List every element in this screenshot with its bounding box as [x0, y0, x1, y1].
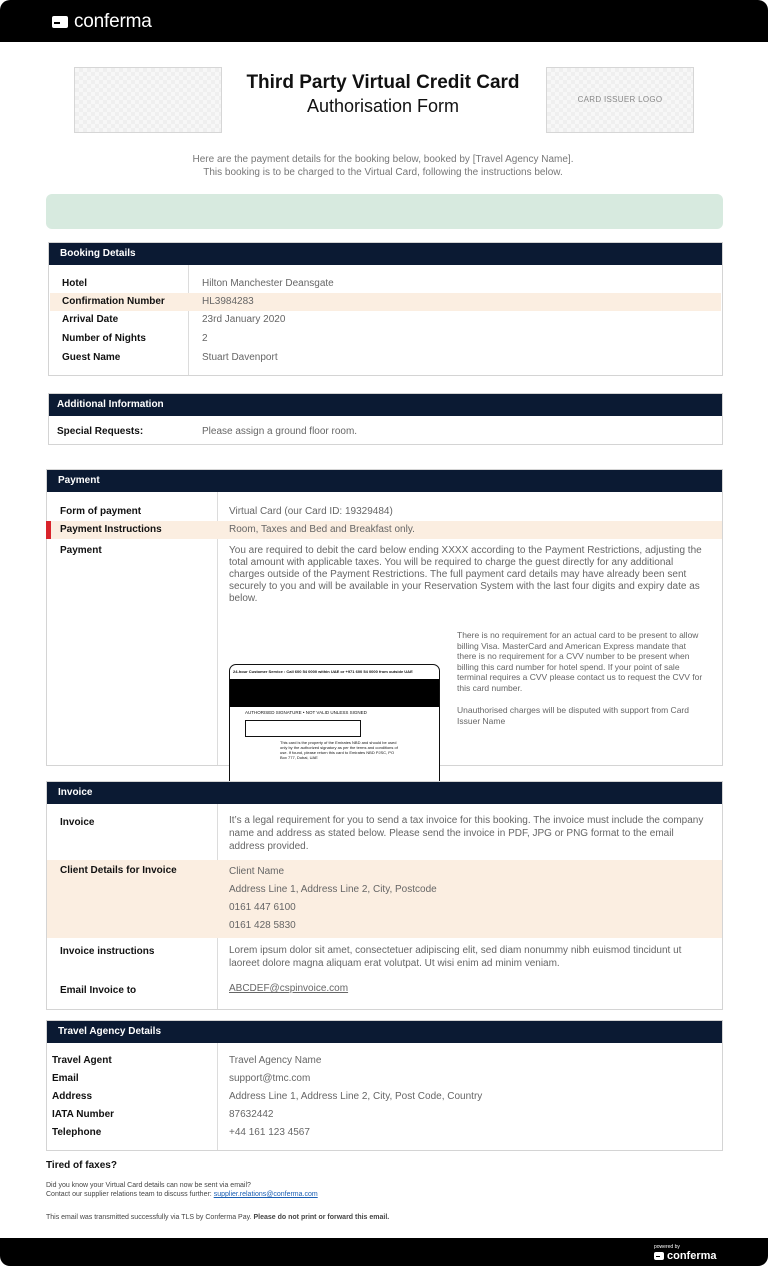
nights-label: Number of Nights: [62, 333, 146, 344]
iata-label: IATA Number: [52, 1109, 115, 1120]
agency-row-iata: [47, 1106, 722, 1124]
powered-by-logo-text: conferma: [667, 1250, 717, 1262]
page-title: Third Party Virtual Credit Card: [246, 72, 520, 93]
client-name: Client Name: [229, 866, 285, 877]
intro-line-1: Here are the payment details for the booking below, booked by [Travel Agency Name].: [192, 154, 574, 165]
booking-row-arrival: [49, 311, 722, 329]
agency-row-agent: [47, 1052, 722, 1070]
tls-notice: [46, 1214, 389, 1221]
booking-row-guest: [49, 347, 722, 365]
email-invoice-label: Email Invoice to: [60, 985, 137, 996]
card-signature-label: AUTHORISED SIGNATURE • NOT VALID UNLESS SIGNED: [245, 710, 367, 715]
highlight-marker: [46, 521, 51, 539]
agency-email-value: support@tmc.com: [229, 1073, 311, 1084]
travel-agent-label: Travel Agent: [52, 1055, 112, 1066]
payment-instructions-label: Payment Instructions: [60, 524, 162, 535]
unauthorised-note: Unauthorised charges will be disputed with support from Card Issuer Name: [457, 705, 689, 726]
arrival-value: 23rd January 2020: [202, 314, 286, 325]
special-requests-label: Special Requests:: [57, 426, 144, 437]
card-icon: [52, 16, 68, 28]
telephone-value: +44 161 123 4567: [229, 1127, 310, 1138]
invoice-section: [46, 781, 723, 1010]
payment-label: Payment: [60, 545, 102, 556]
agency-row-address: [47, 1088, 722, 1106]
guest-label: Guest Name: [62, 352, 121, 363]
top-bar: [0, 0, 768, 42]
guest-value: Stuart Davenport: [202, 352, 278, 363]
hotel-label: Hotel: [62, 278, 87, 289]
card-issuer-logo-text: CARD ISSUER LOGO: [577, 95, 663, 104]
arrival-label: Arrival Date: [62, 314, 119, 325]
iata-value: 87632442: [229, 1109, 274, 1120]
tls-text: This email was transmitted successfully via TLS by Conferma Pay.: [46, 1214, 252, 1221]
powered-by-badge[interactable]: [654, 1244, 717, 1262]
invoice-instructions-row: [47, 938, 722, 976]
payment-section: [46, 469, 723, 766]
card-property-text: This card is the property of the Emirates NBD and should be used only by the authorized signatory as per the terms and conditions of use. If found, please return this card to Emirates NBD PJSC, PO Box 777, Dubai, UAE: [280, 740, 398, 760]
cvv-note: There is no requirement for an actual card to be present to allow billing Visa. MasterCard and American Express mandate that there is no requirement for a CVV number to be present when billing this card number for hotel spend. If your point of sale terminal requires a CVV please contact us to request the CVV for this card number.: [457, 630, 703, 693]
bottom-bar: [0, 1238, 768, 1266]
booking-details-section: [48, 242, 723, 376]
invoice-email-link[interactable]: ABCDEF@cspinvoice.com: [229, 983, 349, 994]
faxes-heading: Tired of faxes?: [46, 1160, 117, 1171]
confirmation-value: HL3984283: [202, 296, 254, 307]
agency-email-label: Email: [52, 1073, 79, 1084]
page-subtitle: Authorisation Form: [306, 96, 460, 116]
client-address: Address Line 1, Address Line 2, City, Postcode: [229, 884, 437, 895]
booking-row-confirmation: [50, 293, 721, 311]
booking-row-hotel: [49, 275, 722, 293]
magnetic-stripe: [230, 679, 439, 707]
client-details-row: [47, 860, 722, 938]
conferma-logo[interactable]: [52, 11, 152, 33]
payment-instructions-row: [47, 521, 722, 539]
travel-agency-heading: Travel Agency Details: [47, 1021, 722, 1043]
faxes-line-2: [46, 1190, 318, 1199]
payment-details-row: [47, 539, 722, 767]
agency-address-label: Address: [52, 1091, 93, 1102]
additional-info-section: [48, 393, 723, 445]
logo-text: conferma: [74, 11, 152, 32]
form-of-payment-label: Form of payment: [60, 506, 142, 517]
form-of-payment-row: [47, 503, 722, 521]
travel-agent-value: Travel Agency Name: [229, 1055, 322, 1066]
client-phone-1: 0161 447 6100: [229, 902, 296, 913]
payment-heading: Payment: [47, 470, 722, 492]
form-of-payment-value: Virtual Card (our Card ID: 19329484): [229, 506, 393, 517]
status-banner: [46, 194, 723, 229]
tls-warning: Please do not print or forward this email.: [253, 1214, 390, 1221]
payment-instructions-value: Room, Taxes and Bed and Breakfast only.: [229, 524, 415, 535]
invoice-text: It’s a legal requirement for you to send a tax invoice for this booking. The invoice must include the company name and address as stated below. Please send the invoice in PDF, JPG or PNG format to the email address provided.: [229, 815, 704, 852]
booking-row-nights: [49, 329, 722, 347]
booking-details-heading: Booking Details: [49, 243, 722, 265]
client-phone-2: 0161 428 5830: [229, 920, 296, 931]
travel-agency-section: [46, 1020, 723, 1151]
virtual-card-image: [229, 664, 440, 795]
supplier-relations-link[interactable]: supplier.relations@conferma.com: [213, 1191, 318, 1198]
powered-by-text: powered by: [654, 1244, 680, 1250]
intro-text: [100, 153, 666, 179]
invoice-row: [47, 804, 722, 860]
agency-row-telephone: [47, 1124, 722, 1142]
email-invoice-row: [47, 976, 722, 1006]
confirmation-label: Confirmation Number: [62, 296, 165, 307]
powered-by-logo: [654, 1250, 717, 1262]
invoice-heading: Invoice: [47, 782, 722, 804]
invoice-instructions-text: Lorem ipsum dolor sit amet, consectetuer adipiscing elit, sed diam nonummy nibh euismod tincidunt ut laoreet dolore magna aliquam erat volutpat. Ut wisi enim ad minim veniam.: [229, 945, 682, 969]
payment-text: You are required to debit the card below ending XXXX according to the Payment Restrictions, adjusting the total amount with applicable taxes. You will be required to charge the guest directly for any additional charges outside of the Payment Restrictions. The full payment card details may have already been sent securely to you and will be available in your Reservation System with the last four digits and expiry date as below.: [229, 545, 702, 604]
card-signature-box: [245, 720, 361, 737]
agency-row-email: [47, 1070, 722, 1088]
invoice-instructions-label: Invoice instructions: [60, 946, 155, 957]
nights-value: 2: [202, 333, 208, 344]
additional-info-heading: Additional Information: [49, 394, 722, 416]
faxes-line-1: Did you know your Virtual Card details can now be sent via email?: [46, 1182, 251, 1189]
agency-address-value: Address Line 1, Address Line 2, City, Post Code, Country: [229, 1091, 483, 1102]
telephone-label: Telephone: [52, 1127, 102, 1138]
hotel-logo-placeholder: [74, 67, 222, 133]
card-issuer-logo: [546, 67, 694, 133]
hotel-value: Hilton Manchester Deansgate: [202, 278, 334, 289]
intro-line-2: This booking is to be charged to the Virtual Card, following the instructions below.: [203, 167, 563, 178]
special-requests-value: Please assign a ground floor room.: [202, 426, 358, 437]
special-requests-row: [49, 416, 722, 444]
card-service-line: 24-hour Customer Service : Call 600 54 0000 within UAE or +971 600 54 0000 from outside UAE: [233, 669, 413, 674]
invoice-label: Invoice: [60, 817, 95, 828]
client-details-label: Client Details for Invoice: [60, 865, 177, 876]
faxes-contact-text: Contact our supplier relations team to discuss further:: [46, 1191, 212, 1198]
faxes-text: [46, 1181, 318, 1199]
card-icon: [654, 1252, 664, 1260]
